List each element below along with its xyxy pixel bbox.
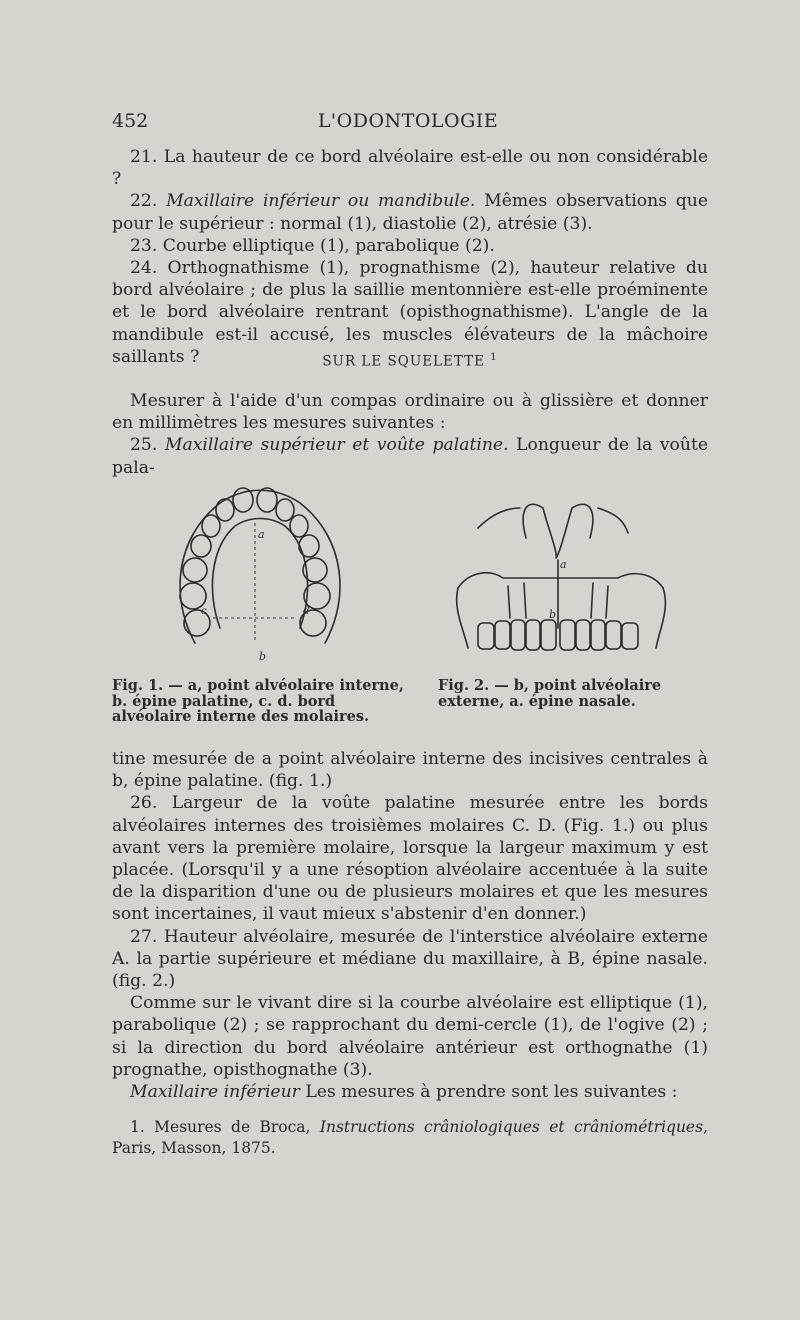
paragraph-25-text: Longueur de la voûte pala- <box>112 435 709 478</box>
footnote-reference: 1 <box>490 352 498 363</box>
paragraph-25-continuation: tine mesurée de a point alvéolaire interne des incisives centrales à b, épine palatine. (fig. 1.) <box>112 749 708 792</box>
fig1-label-d: d <box>303 606 310 617</box>
figure-2-maxilla-illustration <box>448 478 678 668</box>
paragraph-22-title: Maxillaire inférieur ou mandibule. <box>166 191 476 212</box>
paragraph-23: 23. Courbe elliptique (1), parabolique (2). <box>130 235 495 256</box>
figure-1-caption-text: a, point alvéolaire interne, b. épine palatine, c. d. bord alvéolaire interne des molaires. <box>112 677 404 725</box>
paragraph-26: 26. Largeur de la voûte palatine mesurée entre les bords alvéolaires internes des troisièmes molaires C. D. (Fig. 1.) ou plus avant vers la première molaire, lorsque la largeur maximum y est placée. (Lorsqu'il y a une résoption alvéolaire accentuée à la suite de la disparition d'une ou de plusieurs molaires et que les mesures sont incertaines, il vaut mieux s'abstenir d'en donner.) <box>112 793 708 925</box>
fig1-label-b: b <box>259 650 267 663</box>
footnote-text-pre: Mesures de Broca, <box>144 1118 320 1136</box>
paragraph-27: 27. Hauteur alvéolaire, mesurée de l'interstice alvéolaire externe A. la partie supérieure et médiane du maxillaire, à B, épine nasale. (fig. 2.) <box>112 926 708 992</box>
left-orbit-curve <box>478 508 520 528</box>
fig1-label-a: a <box>258 528 265 541</box>
right-ramus <box>656 588 665 648</box>
left-ramus <box>457 588 468 648</box>
page-number: 452 <box>112 110 149 132</box>
dental-arch-outer <box>180 490 340 643</box>
mandible-text: Les mesures à prendre sont les suivantes : <box>299 1082 678 1103</box>
mid-text-block <box>112 390 708 479</box>
section-heading <box>112 352 708 370</box>
bottom-text-block <box>112 748 708 1103</box>
maxilla-outline <box>458 573 663 588</box>
fig2-label-a: a <box>560 558 567 571</box>
mandible-title: Maxillaire inférieur <box>130 1082 300 1103</box>
palate-drawing <box>165 478 355 668</box>
section-heading-text: SUR LE SQUELETTE <box>322 353 485 370</box>
footnote <box>112 1117 708 1159</box>
paragraph-21: 21. La hauteur de ce bord alvéolaire est-elle ou non considérable ? <box>112 147 708 190</box>
paragraph-24: 24. Orthognathisme (1), prognathisme (2), hauteur relative du bord alvéolaire ; de plus la saillie mentonnière est-elle proéminente et le bord alvéolaire rentrant (opisthognathisme). L'angle de la mandibule est-il accusé, les muscles élévateurs de la mâchoire saillants ? <box>112 258 708 367</box>
running-title: L'ODONTOLOGIE <box>317 110 499 132</box>
paragraph-22 <box>112 190 708 234</box>
figure-2-caption-text: b, point alvéolaire externe, a. épine nasale. <box>438 677 662 710</box>
paragraph-mandible <box>112 1081 708 1103</box>
figure-1-caption-prefix: Fig. 1. — <box>112 677 183 694</box>
footnote-marker: 1. <box>130 1118 145 1136</box>
right-orbit-curve <box>598 508 628 533</box>
nasal-aperture <box>523 504 593 558</box>
footnote-text-post: , Paris, Masson, 1875. <box>112 1118 708 1157</box>
figure-1-palate-illustration <box>165 478 355 668</box>
paragraph-25 <box>112 434 708 478</box>
figure-2-caption-prefix: Fig. 2. — <box>438 677 509 694</box>
paragraph-intro: Mesurer à l'aide d'un compas ordinaire ou à glissière et donner en millimètres les mesures suivantes : <box>112 391 708 434</box>
paragraph-22-number: 22. <box>130 191 158 212</box>
footnote-work-title: Instructions crâniologiques et crâniométriques <box>319 1118 704 1136</box>
figure-1-caption <box>112 678 412 725</box>
teeth-right <box>257 488 330 636</box>
page-header <box>112 110 704 136</box>
paragraph-22-text: Mêmes observations que pour le supérieur : normal (1), diastolie (2), atrésie (3). <box>112 191 709 234</box>
maxilla-front-drawing <box>448 478 678 668</box>
paragraph-25-number: 25. <box>130 435 158 456</box>
top-text-block <box>112 146 708 368</box>
fig1-label-c: c <box>201 606 207 617</box>
paragraph-25-title: Maxillaire supérieur et voûte palatine. <box>164 435 509 456</box>
figure-2-caption <box>438 678 710 709</box>
fig2-label-b: b <box>549 608 557 621</box>
paragraph-courbe: Comme sur le vivant dire si la courbe alvéolaire est elliptique (1), parabolique (2) ; se rapprochant du demi-cercle (1), de l'ogive (2) ; si la direction du bord alvéolaire antérieur est orthognathe (1) prognathe, opisthognathe (3). <box>112 993 708 1080</box>
teeth-left <box>180 488 253 636</box>
